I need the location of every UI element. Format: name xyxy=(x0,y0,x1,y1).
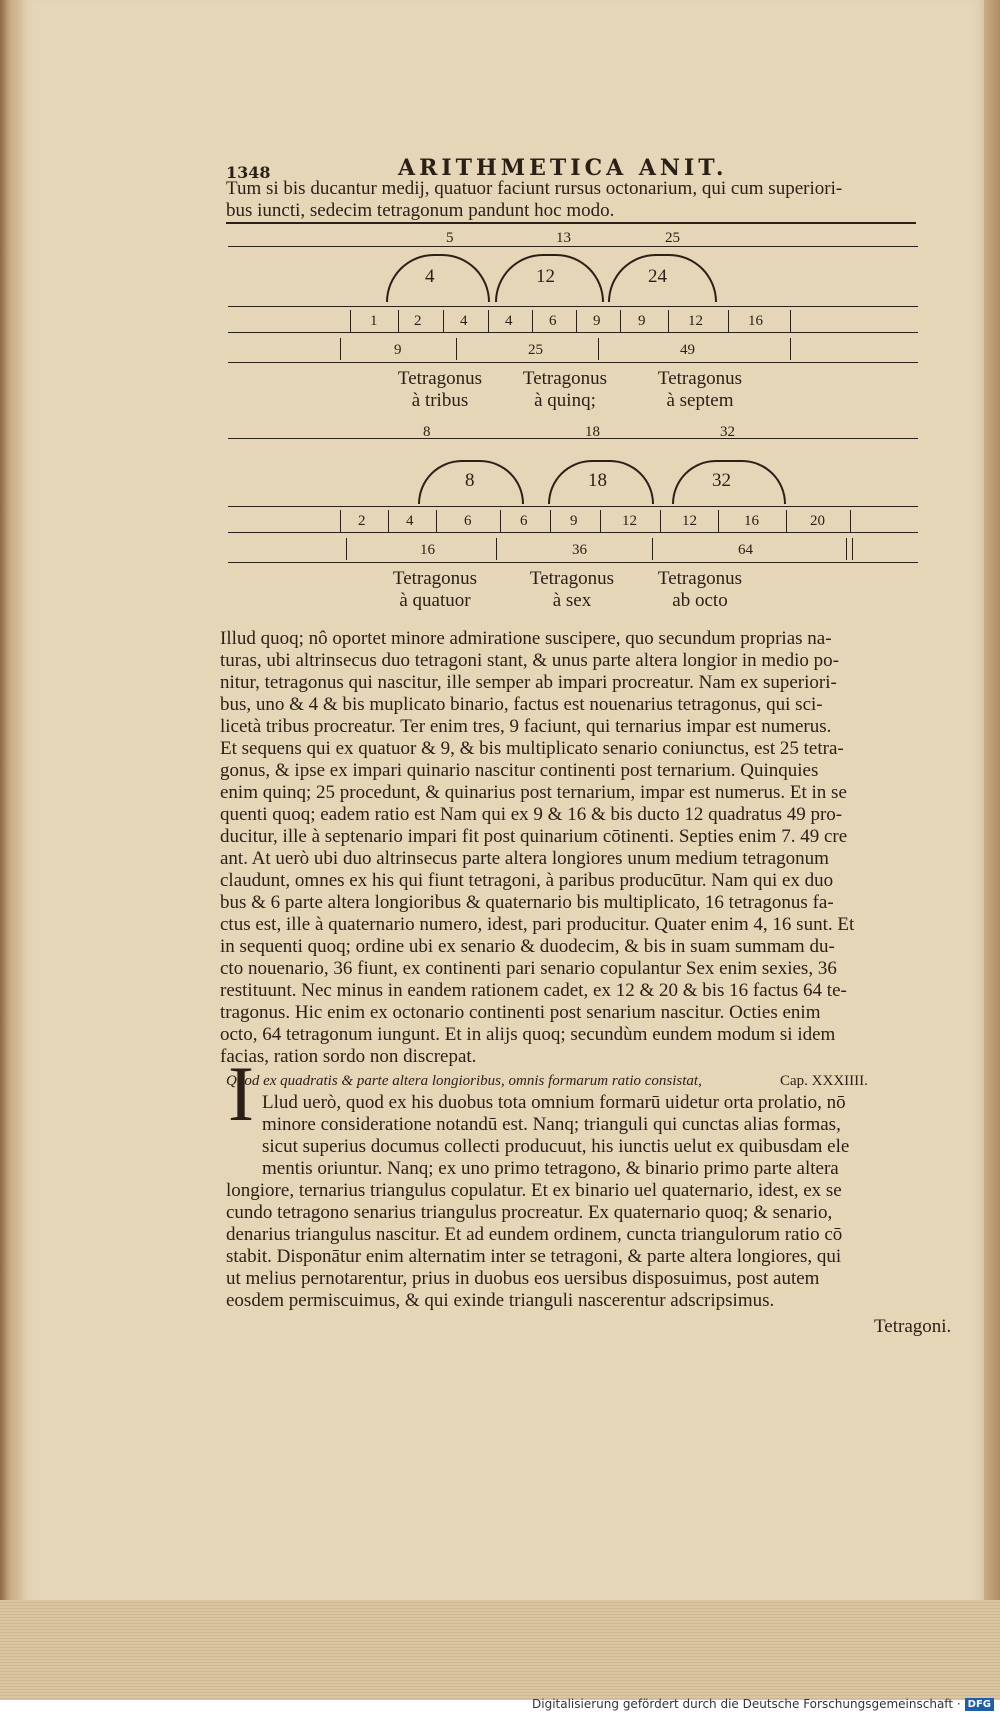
diagram1-row-number: 1 xyxy=(370,313,378,329)
intro-line-2: bus iuncti, sedecim tetragonum pandunt hoc modo. xyxy=(226,200,615,221)
diagram1-label xyxy=(505,368,625,412)
diagram1-tick xyxy=(398,310,399,332)
diagram1-label xyxy=(380,368,500,412)
diagram1-sum: 9 xyxy=(394,342,402,358)
body-line: gonus, & ipse ex impari quinario nascitur continenti post ternarium. Quinquies xyxy=(220,760,819,781)
diagram1-tick xyxy=(790,310,791,332)
chapter-number: Cap. XXXIIII. xyxy=(780,1073,868,1089)
diagram1-row-number: 4 xyxy=(505,313,513,329)
diagram2-row-number: 12 xyxy=(682,513,697,529)
diagram2-sum: 16 xyxy=(420,542,435,558)
diagram1-tick xyxy=(456,338,457,360)
label-line: Tetragonus xyxy=(529,568,615,589)
diagram2-tick xyxy=(340,510,341,532)
diagram2-tick xyxy=(786,510,787,532)
label-line: Tetragonus xyxy=(522,368,608,389)
intro-underline xyxy=(226,222,916,224)
diagram2-top-number: 18 xyxy=(585,424,600,440)
label-line: Tetragonus xyxy=(392,568,478,589)
diagram1-row-number: 6 xyxy=(549,313,557,329)
label-line: à sex xyxy=(552,590,592,611)
diagram2-rule-top xyxy=(228,438,918,439)
diagram1-top-number: 13 xyxy=(556,230,571,246)
catchword: Tetragoni. xyxy=(874,1316,952,1337)
diagram2-tick xyxy=(600,510,601,532)
diagram2-tick xyxy=(850,510,851,532)
diagram2-tick xyxy=(346,538,347,560)
diagram2-row-number: 6 xyxy=(520,513,528,529)
diagram1-tick xyxy=(340,338,341,360)
body-line: nitur, tetragonus qui nascitur, ille semper ab impari procreatur. Nam ex superiori- xyxy=(220,672,837,693)
diagram2-arch-label: 32 xyxy=(712,470,731,491)
body-line: restituunt. Nec minus in eandem rationem cadet, ex 12 & 20 & bis 16 factus 64 te- xyxy=(220,980,847,1001)
chapter-line: denarius triangulus nascitur. Et ad eundem ordinem, cuncta triangulorum ratio cō xyxy=(226,1224,843,1245)
diagram1-arch-label: 24 xyxy=(648,266,667,287)
diagram1-row-number: 9 xyxy=(638,313,646,329)
chapter-line: minore consideratione notandū est. Nanq; trianguli qui cunctas alias formas, xyxy=(262,1114,841,1135)
diagram1-sum: 25 xyxy=(528,342,543,358)
body-line: bus & 6 parte altera longioribus & quaternario bis multiplicato, 16 tetragonus fa- xyxy=(220,892,834,913)
diagram2-tick xyxy=(500,510,501,532)
diagram1-row-number: 16 xyxy=(748,313,763,329)
diagram1-tick xyxy=(488,310,489,332)
diagram1-row-number: 4 xyxy=(460,313,468,329)
diagram2-tick xyxy=(852,538,853,560)
chapter-line: cundo tetragono senarius triangulus procreatur. Ex quaternario quoq; & senario, xyxy=(226,1202,833,1223)
diagram1-tick xyxy=(668,310,669,332)
diagram1-tick xyxy=(443,310,444,332)
body-line: ctus est, ille à quaternario numero, idest, pari producitur. Quater enim 4, 16 sunt. Et xyxy=(220,914,855,935)
chapter-line: stabit. Disponātur enim alternatim inter se tetragoni, & parte altera longiores, qui xyxy=(226,1246,842,1267)
page-number: 1348 xyxy=(226,163,271,182)
diagram2-tick xyxy=(496,538,497,560)
diagram2-top-number: 8 xyxy=(423,424,431,440)
diagram1-top-number: 5 xyxy=(446,230,454,246)
diagram2-tick xyxy=(652,538,653,560)
diagram1-arch-label: 12 xyxy=(536,266,555,287)
chapter-line: ut melius pernotarentur, prius in duobus eos uersibus disposuimus, post autem xyxy=(226,1268,820,1289)
diagram1-tick xyxy=(728,310,729,332)
diagram1-sum: 49 xyxy=(680,342,695,358)
diagram2-rule xyxy=(228,532,918,533)
diagram2-sum: 36 xyxy=(572,542,587,558)
label-line: à tribus xyxy=(411,390,469,411)
label-line: ab octo xyxy=(672,590,728,611)
body-line: tragonus. Hic enim ex octonario continenti post senarium nascitur. Octies enim xyxy=(220,1002,821,1023)
diagram2-row-number: 9 xyxy=(570,513,578,529)
chapter-line: longiore, ternarius triangulus copulatur. Et ex binario uel quaternario, idest, ex se xyxy=(226,1180,842,1201)
diagram2-row-number: 16 xyxy=(744,513,759,529)
body-line: licetà tribus procreatur. Ter enim tres, 9 faciunt, qui ternarius impar est numerus. xyxy=(220,716,832,737)
label-line: à septem xyxy=(666,390,734,411)
chapter-line: eosdem permiscuimus, & qui exinde trianguli nascerentur adscripsimus. xyxy=(226,1290,775,1311)
body-line: octo, 64 tetragonum iungunt. Et in alijs quoq; secundùm eundem modum si idem xyxy=(220,1024,836,1045)
diagram1-tick xyxy=(598,338,599,360)
body-line: quenti quoq; eadem ratio est Nam qui ex 9 & 16 & bis ducto 12 quadratus 49 pro- xyxy=(220,804,843,825)
diagram1-rule xyxy=(228,362,918,363)
diagram2-arch-label: 18 xyxy=(588,470,607,491)
body-line: facias, ration sordo non discrepat. xyxy=(220,1046,477,1067)
diagram2-top-number: 32 xyxy=(720,424,735,440)
diagram1-row-number: 2 xyxy=(414,313,422,329)
body-line: in sequenti quoq; ordine ubi ex senario & duodecim, & bis in suam summam du- xyxy=(220,936,835,957)
diagram2-row-number: 12 xyxy=(622,513,637,529)
body-line: turas, ubi altrinsecus duo tetragoni stant, & unus parte altera longior in medio po- xyxy=(220,650,839,671)
diagram1-tick xyxy=(532,310,533,332)
footer-text: Digitalisierung gefördert durch die Deutsche Forschungsgemeinschaft · xyxy=(532,1697,961,1711)
diagram2-tick xyxy=(660,510,661,532)
diagram1-arch-label: 4 xyxy=(425,266,435,287)
diagram1-tick xyxy=(790,338,791,360)
body-line: ducitur, ille à septenario impari fit post quinarium cōtinenti. Septies enim 7. 49 cre xyxy=(220,826,848,847)
diagram2-label xyxy=(640,568,760,612)
drop-cap: I xyxy=(228,1050,254,1137)
diagram2-row-number: 2 xyxy=(358,513,366,529)
diagram2-row-number: 6 xyxy=(464,513,472,529)
diagram2-tick xyxy=(550,510,551,532)
diagram2-rule xyxy=(228,506,918,507)
diagram1-row-number: 12 xyxy=(688,313,703,329)
label-line: Tetragonus xyxy=(397,368,483,389)
dfg-logo: DFG xyxy=(965,1698,994,1711)
diagram1-tick xyxy=(350,310,351,332)
chapter-line: mentis oriuntur. Nanq; ex uno primo tetragono, & binario primo parte altera xyxy=(262,1158,839,1179)
chapter-line: sicut superius documus collecti producuut, his iunctis uelut ex quibusdam ele xyxy=(262,1136,850,1157)
page-edge xyxy=(0,1600,1000,1700)
label-line: Tetragonus xyxy=(657,368,743,389)
body-line: bus, uno & 4 & bis muplicato binario, factus est nouenarius tetragonus, qui sci- xyxy=(220,694,823,715)
diagram1-row-number: 9 xyxy=(593,313,601,329)
diagram2-row-number: 4 xyxy=(406,513,414,529)
diagram2-arch-label: 8 xyxy=(465,470,475,491)
body-line: Et sequens qui ex quatuor & 9, & bis multiplicato senario coniunctus, est 25 tetra- xyxy=(220,738,844,759)
diagram1-tick xyxy=(576,310,577,332)
body-line: Illud quoq; nô oportet minore admiratione suscipere, quo secundum proprias na- xyxy=(220,628,832,649)
body-line: ant. At uerò ubi duo altrinsecus parte altera longiores unum medium tetragonum xyxy=(220,848,829,869)
label-line: à quatuor xyxy=(399,590,471,611)
diagram2-tick xyxy=(718,510,719,532)
chapter-heading: Quod ex quadratis & parte altera longioribus, omnis formarum ratio consistat, xyxy=(226,1073,702,1089)
diagram2-tick xyxy=(388,510,389,532)
diagram1-rule xyxy=(228,332,918,333)
diagram2-tick xyxy=(436,510,437,532)
label-line: à quinq; xyxy=(534,390,596,411)
diagram1-rule-top xyxy=(228,246,918,247)
diagram1-tick xyxy=(620,310,621,332)
diagram2-rule xyxy=(228,562,918,563)
running-title: ARITHMETICA ANIT. xyxy=(398,155,728,181)
body-line: claudunt, omnes ex his qui fiunt tetragoni, à paribus producūtur. Nam qui ex duo xyxy=(220,870,834,891)
label-line: Tetragonus xyxy=(657,568,743,589)
intro-line-1: Tum si bis ducantur medij, quatuor faciunt rursus octonarium, qui cum superiori- xyxy=(226,178,843,199)
diagram2-label xyxy=(512,568,632,612)
diagram2-label xyxy=(375,568,495,612)
digitization-footer xyxy=(532,1697,994,1711)
diagram2-sum: 64 xyxy=(738,542,753,558)
diagram1-rule xyxy=(228,306,918,307)
chapter-line: Llud uerò, quod ex his duobus tota omnium formarū uidetur orta prolatio, nō xyxy=(262,1092,846,1113)
body-line: cto nouenario, 36 fiunt, ex continenti pari senario copulantur Sex enim sexies, 36 xyxy=(220,958,837,979)
diagram1-label xyxy=(640,368,760,412)
diagram2-tick xyxy=(846,538,847,560)
diagram2-row-number: 20 xyxy=(810,513,825,529)
diagram1-top-number: 25 xyxy=(665,230,680,246)
body-line: enim quinq; 25 procedunt, & quinarius post ternarium, impar est numerus. Et in se xyxy=(220,782,847,803)
